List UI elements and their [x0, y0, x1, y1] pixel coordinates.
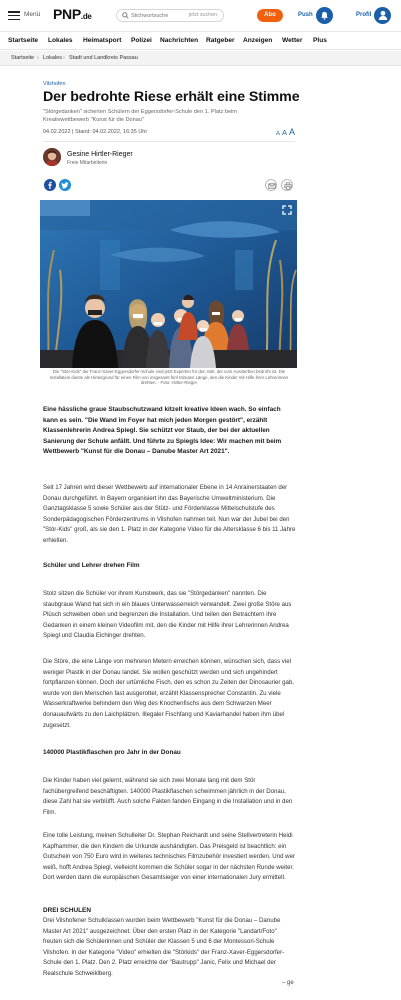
search-icon	[122, 12, 129, 19]
main-nav	[0, 32, 401, 50]
push-label[interactable]: Push	[298, 12, 313, 18]
font-size-medium-button[interactable]: A	[281, 128, 287, 137]
facebook-icon	[46, 181, 54, 189]
nav-item-startseite[interactable]: Startseite	[8, 37, 39, 44]
profile-button[interactable]	[374, 7, 391, 24]
nav-item-lokales[interactable]: Lokales	[48, 37, 73, 44]
share-email-button[interactable]	[265, 179, 277, 191]
nav-item-wetter[interactable]: Wetter	[282, 37, 303, 44]
divider	[43, 141, 295, 142]
article-teaser: "Störgedanken" sicherten Schülern der Eggersdorfer-Schule den 1. Platz beim Kreativwettbewerb "Kunst für die Donau"	[43, 109, 237, 123]
print-button[interactable]	[281, 179, 293, 191]
author-portrait-image	[43, 148, 61, 166]
article-paragraph: Seit 17 Jahren wird dieser Wettbewerb auf internationaler Ebene in 14 Anrainerstaaten der Donau durchgeführt. In Bayern organisiert ihn das Bayerische Umweltministerium. Die Ganztagsklasse 5 sowie Schüler aus der Stütz- und Förderklasse Mittelschulstufe des Sonderpädagogischen Förderzentrums in Vilshofen nahmen teil. Nun war der Jubel bei den "Stör-Kids" groß, als sie den 1. Platz in der Kategorie Video für die Altersklasse 6 bis 11 Jahre erhielten.	[43, 484, 296, 544]
font-size-controls	[276, 127, 295, 137]
article-paragraph: Drei Vilshofener Schulklassen wurden beim Wettbewerb "Kunst für die Donau – Danube Master Art 2021" ausgezeichnet. Über den ersten Platz in der Kategorie "Landart/Foto" freuten sich die Schülerinnen und Schüler der Klassen 5 und 6 der Montessori-Schule Vilshofen. In der Kategorie "Video" erhielten die "Störkids" der Franz-Xaver-Eggersdorfer-Schule den 1. Platz. Den 2. Platz erreichte der "Bautrupp" Janic, Felix und Michael der Realschule Schweiklberg.	[43, 917, 285, 977]
share-twitter-button[interactable]	[59, 179, 71, 191]
menu-icon[interactable]	[8, 11, 20, 20]
logo-main: PNP	[53, 6, 81, 22]
article-kicker[interactable]: Vilshofen	[43, 81, 66, 87]
article-image[interactable]	[40, 200, 297, 368]
nav-item-nachrichten[interactable]: Nachrichten	[160, 37, 199, 44]
bell-icon	[320, 11, 329, 20]
article-paragraph: Eine tolle Leistung, meinen Schulleiter Dr. Stephan Reichardt und seine Stellvertreterin Heidi Kapfhammer, die den Kindern die Urkunde aushändigten. Das Preisgeld ist beachtlich: ein Gutschein von 750 Euro wird in weiteres technisches Filmzubehör investiert werden. Und wer weiß, hofft Andrea Spiegl, vielleicht kommen die Schüler sogar in der nächsten Runde weiter. Dort werden dann die europäischen Gesamtsieger von einer internationalen Jury ermittelt.	[43, 832, 295, 882]
author-signoff: – ge	[282, 980, 294, 986]
image-caption: Die "Stör-Kids" der Franz-Xaver-Eggersdorfer-Schule sind jetzt Experten für den Stör, der vom Aussterben bedroht ist. Die Installation diente als Hintergrund für einen Film von insgesamt fünf Minuten Länge, den die Kinder mit Hilfe ihrer Lehrerinnen drehten. - Foto: Hirtler-Rieger	[49, 369, 289, 385]
breadcrumb-separator: ›	[63, 55, 65, 61]
user-icon	[378, 10, 388, 21]
twitter-icon	[61, 181, 69, 189]
breadcrumb	[0, 51, 401, 66]
nav-item-heimatsport[interactable]: Heimatsport	[83, 37, 122, 44]
nav-item-plus[interactable]: Plus	[313, 37, 327, 44]
profil-label[interactable]: Profil	[356, 12, 372, 18]
article-subheading: Schüler und Lehrer drehen Film	[43, 562, 140, 569]
breadcrumb-item-lokales[interactable]: Lokales	[43, 55, 62, 61]
nav-item-ratgeber[interactable]: Ratgeber	[206, 37, 235, 44]
search-box	[116, 9, 224, 22]
search-input[interactable]	[131, 11, 191, 21]
share-facebook-button[interactable]	[44, 179, 56, 191]
breadcrumb-separator: ›	[37, 55, 39, 61]
search-button[interactable]: jetzt suchen	[188, 12, 217, 18]
font-size-small-button[interactable]: A	[276, 131, 281, 137]
breadcrumb-item-stadt-landkreis[interactable]: Stadt und Landkreis Passau	[69, 55, 138, 61]
article-date: 04.02.2022 | Stand: 04.02.2022, 16:35 Uhr	[43, 129, 148, 135]
author-role: Freie Mitarbeiterin	[67, 160, 108, 166]
breadcrumb-item-startseite[interactable]: Startseite	[11, 55, 35, 61]
article-paragraph: Die Kinder haben viel gelernt, während sie sich zwei Monate lang mit dem Stör fachübergreifend beschäftigten. 140000 Plastikflaschen schwimmen jährlich in der Donau, diese Zahl hat sie verblüfft. Auch solche Fakten fanden Eingang in die Installation und in den Film.	[43, 777, 293, 816]
site-logo[interactable]	[53, 6, 92, 22]
students-photo	[40, 200, 297, 368]
site-header	[0, 0, 401, 32]
nav-item-polizei[interactable]: Polizei	[131, 37, 152, 44]
font-size-large-button[interactable]: A	[288, 127, 295, 137]
author-avatar[interactable]	[43, 148, 61, 166]
menu-label[interactable]: Menü	[24, 11, 41, 18]
article-headline: Der bedrohte Riese erhält eine Stimme	[43, 89, 300, 105]
author-name[interactable]: Gesine Hirtler-Rieger	[67, 151, 133, 158]
logo-suffix: .de	[80, 12, 92, 21]
nav-item-anzeigen[interactable]: Anzeigen	[243, 37, 273, 44]
article-lead: Eine hässliche graue Staubschutzwand kitzelt kreative Ideen wach. So einfach kann es sein. "Die Wand im Foyer hat mich jeden Morgen gestört", erzählt Klassenlehrerin Andrea Spiegl. Sie schützt vor Staub, der bei der aktuellen Sanierung der Schule anfällt. Und führte zu Spiegls Idee: Wir machen mit beim Wettbewerb "Kunst für die Donau – Danube Master Art 2021".	[43, 406, 282, 455]
expand-icon[interactable]	[282, 205, 292, 215]
article-subheading: 140000 Plastikflaschen pro Jahr in der Donau	[43, 749, 181, 756]
abo-button[interactable]: Abo	[257, 9, 283, 22]
article-subheading: DREI SCHULEN	[43, 907, 91, 914]
mail-icon	[268, 182, 276, 190]
article-paragraph: Die Störe, die eine Länge von mehreren Metern erreichen können, wünschen sich, dass viel weniger Plastik in der Donau landet. Sie wollen geschützt werden und sich ungehindert fortpflanzen können. Doch der urtümliche Fisch, den es schon zu Zeiten der Dinosaurier gab, wurde von den Menschen fast ausgerottet, erzählt Klassensprecher Constantin. Zu viele Wasserkraftwerke behindern den Weg des Knochenfischs aus dem Schwarzen Meer donauaufwärts zu den Laichplätzen. Illegaler Fischfang und Kaviarhandel haben ihm übel zugesetzt.	[43, 658, 294, 729]
article-paragraph: Stolz sitzen die Schüler vor ihrem Kunstwerk, das sie "Störgedanken" nannten. Die staubgraue Wand hat sich in ein blaues Unterwasserreich verwandelt. Zwei große Störe aus Plüsch schweben oben und begrenzen die Installation. Und teilen den Betrachtern ihre Gedanken in einem kleinen Videofilm mit, den die Kinder mit Hilfe ihrer Lehrerinnen Andrea Spiegl und Claudia Eichinger drehten.	[43, 590, 292, 640]
printer-icon	[284, 182, 292, 190]
push-bell-button[interactable]	[316, 7, 333, 24]
